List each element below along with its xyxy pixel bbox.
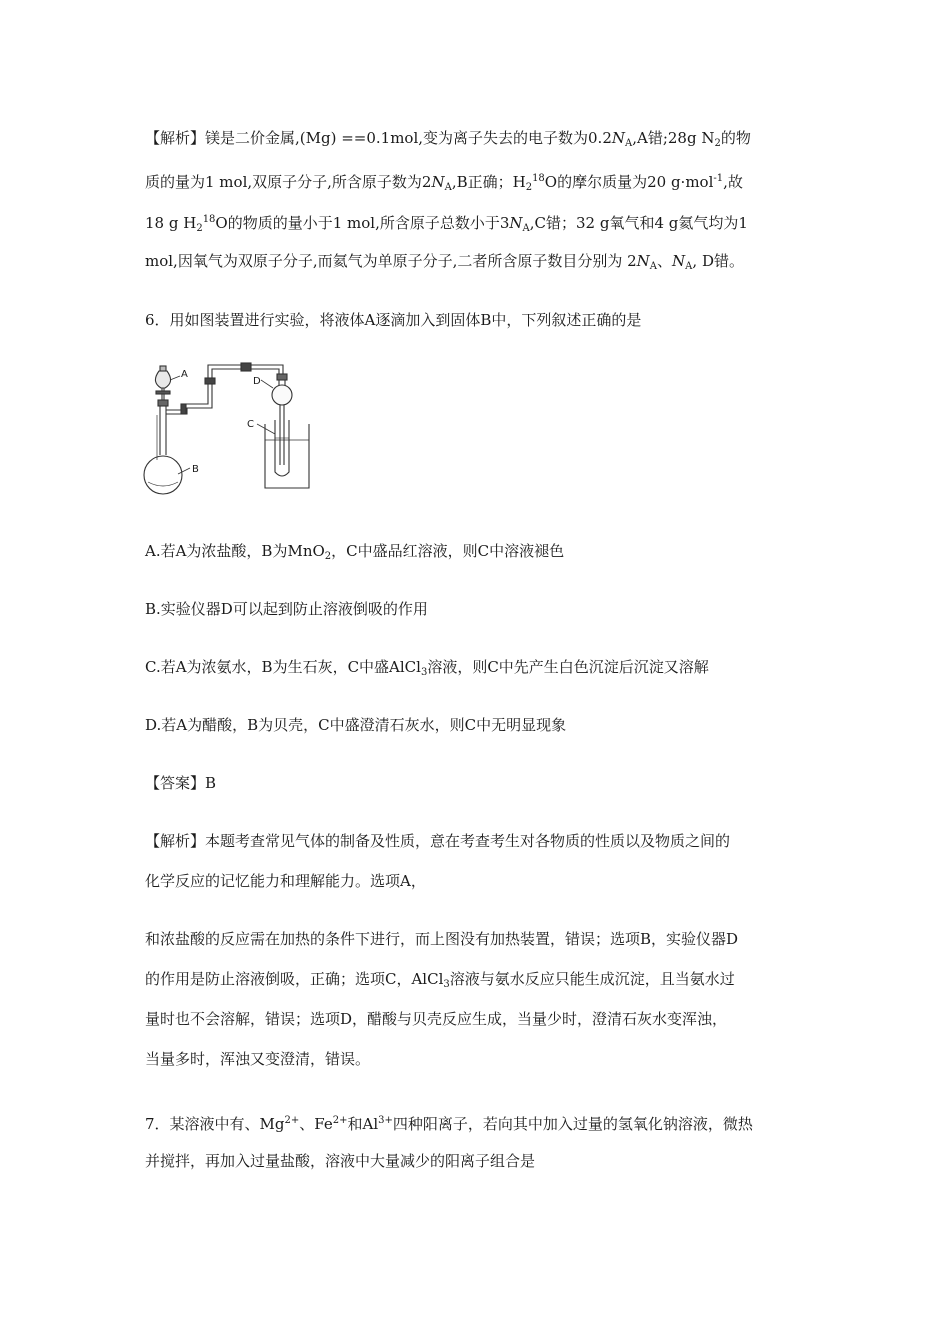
analysis-line: 【解析】镁是二价金属,(Mg) ==0.1mol,变为离子失去的电子数为$0.2N_A,A$错;28g $N_2$的物	[145, 129, 751, 149]
option-c: C.若A为浓氨水，B为生石灰，C中盛AlCl$_3$溶液，则C中先产生白色沉淀后沉淀又溶解	[145, 658, 709, 678]
analysis-line: 的作用是防止溶液倒吸，正确；选项C，AlCl$_3$溶液与氨水反应只能生成沉淀，且当氨水过	[145, 970, 735, 990]
analysis-line: 【解析】本题考查常见气体的制备及性质，意在考查考生对各物质的性质以及物质之间的	[145, 832, 731, 850]
analysis-line: 和浓盐酸的反应需在加热的条件下进行，而上图没有加热装置，错误；选项B，实验仪器D	[145, 930, 739, 948]
option-b: B.实验仪器D可以起到防止溶液倒吸的作用	[145, 600, 428, 618]
analysis-line: mol,因氧气为双原子分子,而氦气为单原子分子,二者所含原子数目分别为 $2N_A$、$N_A$, D错。	[145, 252, 744, 272]
label-a: A	[181, 369, 188, 380]
question-7-stem: 7．某溶液中有、$Mg^{2+}$、$Fe^{2+}$和$Al^{3+}$四种阳离子，若向其中加入过量的氢氧化钠溶液，微热	[145, 1115, 753, 1133]
separatory-funnel	[155, 366, 180, 400]
option-a: A.若A为浓盐酸，B为MnO$_2$，C中盛品红溶液，则C中溶液褪色	[145, 542, 565, 562]
question-7-stem: 并搅拌，再加入过量盐酸，溶液中大量减少的阳离子组合是	[145, 1152, 536, 1170]
analysis-line: 当量多时，浑浊又变澄清，错误。	[145, 1050, 371, 1068]
label-d: D	[253, 376, 261, 387]
apparatus-figure	[143, 360, 318, 495]
analysis-line: 质的量为1 mol,双原子分子,所含原子数为$2N_A,B$正确；$H_2^{18}O$的摩尔质量为20 g·mol$^{-1}$,故	[145, 173, 743, 193]
answer: 【答案】B	[145, 774, 217, 792]
question-6-stem: 6．用如图装置进行实验，将液体A逐滴加入到固体B中，下列叙述正确的是	[145, 311, 642, 329]
analysis-line: 量时也不会溶解，错误；选项D，醋酸与贝壳反应生成，当量少时，澄清石灰水变浑浊，	[145, 1010, 728, 1028]
analysis-line: 化学反应的记忆能力和理解能力。选项A，	[145, 872, 426, 890]
analysis-line: 18 g $H_2^{18}O$的物质的量小于1 mol,所含原子总数小于$3N_A,C$错；32 g氧气和4 g氦气均为1	[145, 214, 748, 234]
beaker	[257, 420, 309, 488]
anti-suckback-bulb	[261, 374, 292, 465]
label-b: B	[192, 464, 199, 475]
label-c: C	[247, 419, 254, 430]
option-d: D.若A为醋酸，B为贝壳，C中盛澄清石灰水，则C中无明显现象	[145, 716, 567, 734]
